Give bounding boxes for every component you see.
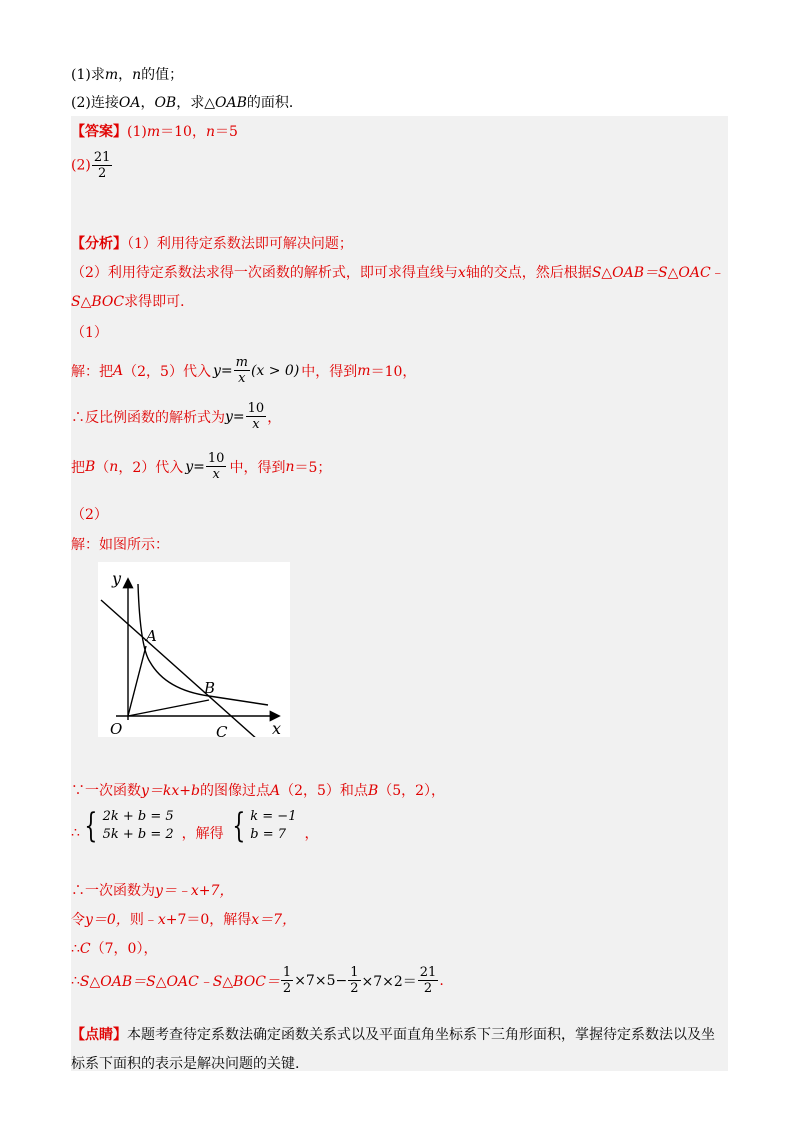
solution-2-label: （2）: [71, 507, 108, 523]
analysis-text-1: （1）利用待定系数法即可解决问题；: [127, 236, 353, 252]
s1l1-a: A: [113, 362, 124, 379]
x-label: x: [272, 719, 282, 737]
f3-num: 10: [207, 451, 225, 466]
s2l6-computation: [280, 966, 439, 995]
analysis-label: 【分析】: [71, 236, 127, 252]
f2-num: 10: [247, 401, 265, 416]
analysis-area-boc: S△BOC: [71, 294, 125, 310]
q1-n: n: [132, 67, 142, 83]
solution-1-label: （1）: [71, 325, 108, 341]
system-suffix: ，: [304, 826, 319, 842]
solution-2-line-2: [71, 780, 445, 800]
analysis-minus: ﹣: [710, 265, 725, 281]
f2-eq: =: [232, 408, 245, 425]
analysis-text-2: （2）利用待定系数法求得一次函数的解析式，即可求得直线与: [71, 265, 458, 281]
s1l2-suffix: ，: [267, 409, 282, 426]
s2l5-prefix: ∴: [71, 941, 80, 957]
answer-line-1: [71, 121, 238, 141]
s2l2-pb: （5，2），: [378, 783, 446, 799]
system-2: [228, 808, 297, 844]
s2l4-result: x＝7，: [251, 912, 297, 928]
q1-prefix: (1)求: [71, 67, 105, 83]
s1l3-n: n: [109, 458, 119, 475]
analysis-line-1: [71, 233, 353, 253]
fr3-num: 21: [419, 965, 437, 980]
fr2-den: 2: [350, 981, 359, 996]
system-1-row-1: 2k + b = 5: [102, 809, 174, 824]
s2l3-prefix: ∴一次函数为: [71, 883, 155, 899]
solution-2-line-6: [71, 966, 444, 995]
comment-text-1: 本题考查待定系数法确定函数关系式以及平面直角坐标系下三角形面积，掌握待定系数法以及坐: [127, 1027, 715, 1043]
s2l2-b: B: [367, 783, 379, 799]
y-label: y: [112, 569, 122, 588]
analysis-line-3: [71, 291, 194, 311]
analysis-text-2b: 轴的交点，然后根据: [465, 265, 592, 281]
point-a-label: A: [146, 627, 157, 645]
f2-frac: [246, 402, 267, 431]
f2-den: x: [252, 417, 260, 432]
system-1-row-2: 5k + b = 2: [102, 827, 174, 842]
q2-mid: ，求△: [176, 95, 215, 111]
f2-y: y: [225, 408, 233, 425]
fr2-num: 1: [350, 965, 359, 980]
fr3-den: 2: [423, 981, 433, 996]
hyperbola-curve: [138, 584, 268, 705]
origin-label: O: [110, 720, 123, 737]
f-eq: =: [220, 362, 233, 379]
s1l3-n2: n: [285, 458, 295, 475]
s2l6-frac-3: [418, 966, 439, 995]
analysis-text-3: 求得即可．: [124, 294, 195, 310]
q2-oa: OA: [118, 95, 141, 111]
s1l3-b: B: [85, 458, 96, 475]
brace-2: {: [231, 806, 245, 846]
comment-line-1: [71, 1024, 715, 1044]
s1l3-result: ＝5；: [294, 459, 332, 476]
answer-n: n: [205, 124, 215, 140]
comment-label: 【点睛】: [71, 1027, 127, 1043]
s1l3-mid: 中，得到: [229, 459, 286, 476]
f3-den: x: [212, 467, 220, 482]
solution-1-line-3: [71, 452, 331, 481]
s2l2-pa: （2，5）和点: [280, 783, 368, 799]
q2-ob: OB: [154, 95, 177, 111]
s2l2-mid: 的图像过点: [199, 783, 270, 799]
s2l4-y0: y＝0，: [85, 912, 130, 928]
s2l5-c: C: [79, 941, 91, 957]
s2l6-end: .: [439, 972, 444, 989]
s2l4-mid: 则﹣: [129, 912, 158, 928]
point-c-label: C: [216, 723, 228, 737]
q1-sep: ，: [118, 67, 133, 83]
segment-ob: [128, 700, 209, 716]
question-part-2: [71, 92, 303, 112]
graph-svg: [98, 562, 290, 737]
f-num: m: [235, 355, 248, 370]
f3-frac: [206, 452, 227, 481]
graph-figure: [98, 562, 290, 737]
s1l1-m: m: [357, 362, 371, 379]
q1-m: m: [104, 67, 119, 83]
analysis-area-expr: S△OAB＝S△OAC: [591, 265, 711, 281]
q1-suffix: 的值；: [141, 67, 184, 83]
s1l3-formula: [185, 452, 227, 481]
f3-y: y: [185, 458, 194, 475]
s1l1-result: ＝10，: [370, 363, 417, 380]
s1l3-paren: （: [95, 459, 110, 476]
solve-text: ，解得: [181, 826, 224, 842]
s2l6-frac-2: [348, 966, 360, 995]
answer-label: 【答案】: [71, 124, 127, 140]
answer-1-prefix: (1): [127, 124, 147, 140]
q2-sep: ，: [140, 95, 155, 111]
solution-2-line-3: [71, 880, 233, 900]
solution-1-line-1: [71, 356, 416, 385]
answer-m-value: ＝10，: [160, 124, 206, 140]
q2-oab: OAB: [214, 95, 247, 111]
solution-2-systems: [71, 808, 318, 844]
f-cond: (x > 0): [250, 362, 300, 379]
f-frac: [234, 356, 250, 385]
s2l4-mid2: +7＝0，解得: [165, 912, 252, 928]
answer-line-2: [71, 151, 113, 180]
question-part-1: [71, 64, 183, 84]
s2l2-a: A: [269, 783, 281, 799]
answer-2-prefix: (2): [71, 157, 91, 174]
analysis-x: x: [457, 265, 466, 281]
comment-text-2: 标系下面积的表示是解决问题的关键.: [71, 1056, 300, 1072]
fr1-den: 2: [282, 981, 292, 996]
q2-prefix: (2)连接: [71, 95, 119, 111]
s2l6-frac-1: [281, 966, 293, 995]
solution-2-line-4: [71, 909, 296, 929]
segment-oa: [128, 646, 146, 716]
s2l5-point: （7，0），: [90, 941, 158, 957]
s1l3-prefix: 把: [71, 459, 85, 476]
s2l6-term-1: ×7×5−: [294, 972, 348, 989]
analysis-line-2: [71, 262, 725, 282]
f-den: x: [238, 371, 246, 386]
frac-num: 21: [93, 150, 111, 165]
s1l1-mid: 中，得到: [301, 363, 358, 380]
s2l2-eq: y＝kx+b: [141, 783, 200, 799]
s2l4-prefix: 令: [71, 912, 85, 928]
s1l3-point: ，2）代入: [118, 459, 184, 476]
s2l6-area-expr: S△OAB＝S△OAC﹣S△BOC＝: [79, 973, 280, 990]
frac-den: 2: [97, 166, 107, 181]
s1l2-prefix: ∴反比例函数的解析式为: [71, 409, 225, 426]
q2-suffix: 的面积．: [246, 95, 303, 111]
answer-m: m: [146, 124, 161, 140]
f-y: y: [212, 362, 221, 379]
f3-eq: =: [193, 458, 205, 475]
point-b-label: B: [204, 679, 216, 697]
s1l2-formula: [225, 402, 267, 431]
s2l6-term-2: ×7×2＝: [361, 973, 417, 990]
s2l3-eq: y＝﹣x+7，: [155, 883, 234, 899]
s2l2-prefix: ∵一次函数: [71, 783, 141, 799]
s1l1-prefix: 解：把: [71, 363, 113, 380]
solution-2-line-5: [71, 938, 157, 958]
system-1: [80, 808, 174, 844]
s2l4-x: x: [157, 912, 166, 928]
s1l1-point: （2，5）代入: [123, 363, 211, 380]
answer-2-fraction: [92, 151, 113, 180]
system-2-row-1: k = −1: [250, 809, 297, 824]
answer-n-value: ＝5: [214, 124, 238, 140]
therefore-symbol: ∴: [71, 825, 80, 841]
brace-1: {: [84, 806, 98, 846]
solution-1-line-2: [71, 402, 281, 431]
system-2-row-2: b = 7: [250, 827, 287, 842]
solution-2-line-1: 解：如图所示：: [71, 537, 169, 553]
s1l1-formula: [213, 356, 299, 385]
s2l6-prefix: ∴: [71, 972, 80, 989]
fr1-num: 1: [282, 965, 292, 980]
